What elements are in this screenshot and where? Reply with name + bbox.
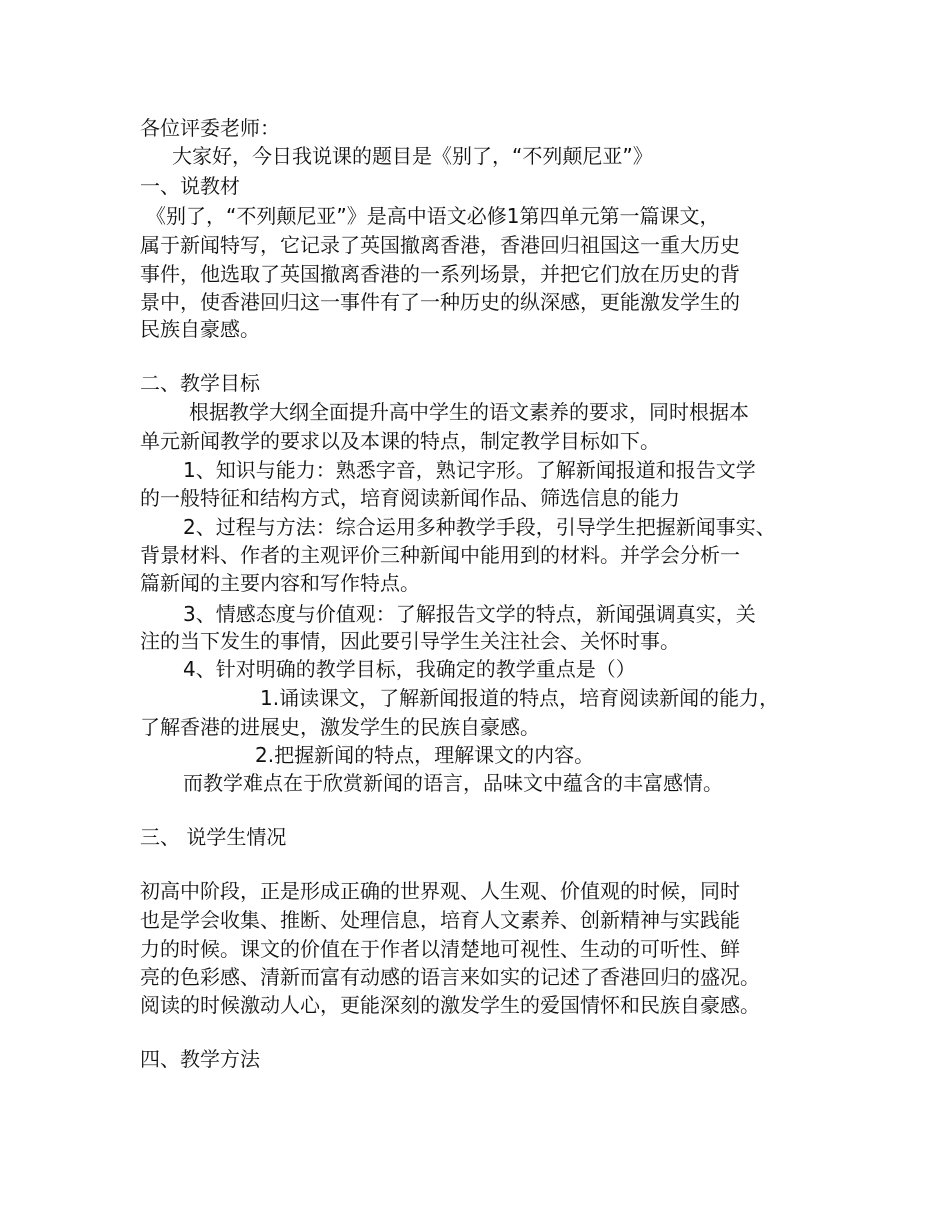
paragraph-line: 景中，使香港回归这一事件有了一种历史的纵深感，更能激发学生的 [140, 290, 740, 314]
goal-item-3: 3、情感态度与价值观：了解报告文学的特点，新闻强调真实，关 [183, 602, 756, 626]
section-heading-1: 一、说教材 [140, 174, 240, 198]
paragraph-line: 单元新闻教学的要求以及本课的特点，制定教学目标如下。 [140, 429, 660, 453]
paragraph-line: 《别了，“不列颠尼亚”》是高中语文必修1第四单元第一篇课文， [146, 204, 720, 228]
paragraph-line: 亮的色彩感、清新而富有动感的语言来如实的记述了香港回归的盛况。 [140, 965, 760, 989]
paragraph-line: 属于新闻特写，它记录了英国撤离香港，香港回归祖国这一重大历史 [140, 233, 740, 257]
paragraph-line: 背景材料、作者的主观评价三种新闻中能用到的材料。并学会分析一 [140, 543, 740, 567]
intro-line: 大家好，今日我说课的题目是《别了，“不列颠尼亚”》 [172, 144, 653, 168]
goal-item-1: 1、知识与能力：熟悉字音，熟记字形。了解新闻报道和报告文学 [183, 458, 756, 482]
paragraph-line: 注的当下发生的事情，因此要引导学生关注社会、关怀时事。 [140, 629, 680, 653]
paragraph-line: 了解香港的进展史，激发学生的民族自豪感。 [140, 715, 540, 739]
paragraph-line: 事件，他选取了英国撤离香港的一系列场景，并把它们放在历史的背 [140, 262, 740, 286]
section-heading-4: 四、教学方法 [140, 1047, 260, 1071]
paragraph-line: 根据教学大纲全面提升高中学生的语文素养的要求，同时根据本 [189, 400, 749, 424]
key-point-1: 1.诵读课文，了解新闻报道的特点，培育阅读新闻的能力， [260, 686, 780, 710]
section-heading-2: 二、教学目标 [140, 371, 260, 395]
goal-item-4: 4、针对明确的教学目标，我确定的教学重点是（） [183, 657, 636, 681]
difficulty-line: 而教学难点在于欣赏新闻的语言，品味文中蕴含的丰富感情。 [183, 771, 723, 795]
paragraph-line: 民族自豪感。 [140, 317, 260, 341]
paragraph-line: 篇新闻的主要内容和写作特点。 [140, 571, 420, 595]
paragraph-line: 初高中阶段，正是形成正确的世界观、人生观、价值观的时候，同时 [140, 879, 740, 903]
key-point-2: 2.把握新闻的特点，理解课文的内容。 [255, 743, 595, 767]
paragraph-line: 阅读的时候激动人心，更能深刻的激发学生的爱国情怀和民族自豪感。 [140, 993, 760, 1017]
salutation: 各位评委老师： [140, 116, 280, 140]
paragraph-line: 也是学会收集、推断、处理信息，培育人文素养、创新精神与实践能 [140, 908, 740, 932]
paragraph-line: 力的时候。课文的价值在于作者以清楚地可视性、生动的可听性、鲜 [140, 937, 740, 961]
paragraph-line: 的一般特征和结构方式，培育阅读新闻作品、筛选信息的能力 [140, 486, 680, 510]
goal-item-2: 2、过程与方法：综合运用多种教学手段，引导学生把握新闻事实、 [183, 515, 776, 539]
section-heading-3: 三、 说学生情况 [140, 825, 287, 849]
